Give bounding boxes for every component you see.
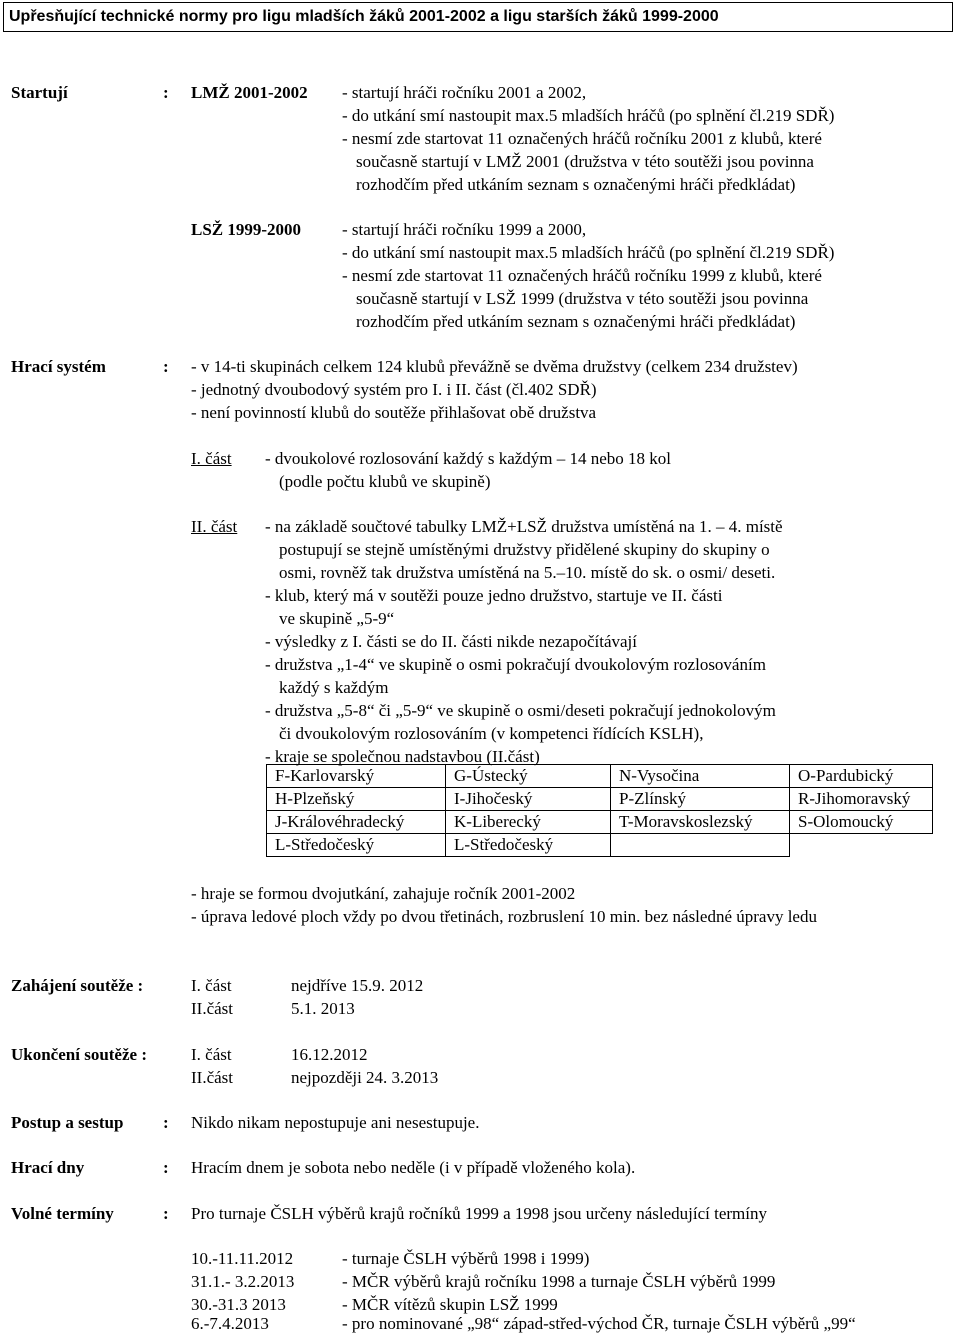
table-cell: S-Olomoucký: [790, 811, 933, 834]
table-cell: L-Středočeský: [446, 834, 611, 857]
table-cell: L-Středočeský: [267, 834, 446, 857]
ukonceni-value: 16.12.2012: [291, 1045, 368, 1064]
section-label-postup: Postup a sestup: [11, 1113, 124, 1132]
section-colon: :: [163, 83, 169, 102]
hraci-system-line: - v 14-ti skupinách celkem 124 klubů převážně se dvěma družstvy (celkem 234 družstev): [191, 357, 798, 376]
section-colon: :: [163, 1158, 169, 1177]
part1-line: - dvoukolové rozlosování každý s každým – 14 nebo 18 kol: [265, 449, 672, 468]
postup-text: Nikdo nikam nepostupuje ani nesestupuje.: [191, 1113, 480, 1132]
table-row: [267, 834, 933, 857]
table-row: [267, 765, 933, 788]
section-colon: :: [163, 1113, 169, 1132]
table-cell: H-Plzeňský: [267, 788, 446, 811]
table-cell-empty: [790, 834, 933, 857]
lsz-label: LSŽ 1999-2000: [191, 220, 302, 239]
section-label-startuji: Startují: [11, 83, 68, 102]
lmz-label: LMŽ 2001-2002: [191, 83, 308, 102]
table-cell: P-Zlínský: [611, 788, 790, 811]
termin-text: - MČR výběrů krajů ročníku 1998 a turnaje ČSLH výběrů 1999: [342, 1272, 776, 1291]
hraci-system-line: - hraje se formou dvojutkání, zahajuje ročník 2001-2002: [191, 884, 576, 903]
table-cell: F-Karlovarský: [267, 765, 446, 788]
lmz-lines: [342, 81, 834, 196]
termin-date: 6.-7.4.2013: [191, 1314, 269, 1333]
hraci-system-line: - jednotný dvoubodový systém pro I. i II. část (čl.402 SDŘ): [191, 380, 597, 399]
section-colon: :: [163, 357, 169, 376]
part2-line: - na základě součtové tabulky LMŽ+LSŽ družstva umístěná na 1. – 4. místě: [265, 517, 783, 536]
part2-line: či dvoukolovým rozlosováním (v kompetenci řídících KSLH),: [279, 724, 704, 743]
table-row: [267, 788, 933, 811]
lsz-line: současně startují v LSŽ 1999 (družstva v této soutěži jsou povinna: [356, 289, 809, 308]
ukonceni-value: nejpozději 24. 3.2013: [291, 1068, 439, 1087]
table-cell: [611, 834, 790, 857]
volne-terminy-text: Pro turnaje ČSLH výběrů krajů ročníků 1999 a 1998 jsou určeny následující termíny: [191, 1204, 767, 1223]
section-label-hraci-dny: Hrací dny: [11, 1158, 85, 1177]
part1-label: I. část: [191, 449, 232, 468]
part2-line: - družstva „5-8“ či „5-9“ ve skupině o osmi/deseti pokračují jednokolovým: [265, 701, 776, 720]
section-colon: :: [163, 1204, 169, 1223]
lsz-line: - nesmí zde startovat 11 označených hráčů ročníku 1999 z klubů, které: [342, 266, 822, 285]
table-cell: G-Ústecký: [446, 765, 611, 788]
lsz-line: - do utkání smí nastoupit max.5 mladších hráčů (po splnění čl.219 SDŘ): [342, 243, 835, 262]
hraci-system-after: [191, 882, 817, 928]
part2-line: - družstva „1-4“ ve skupině o osmi pokračují dvoukolovým rozlosováním: [265, 655, 766, 674]
part2-line: postupují se stejně umístěnými družstvy přidělené skupiny do skupiny o: [279, 540, 770, 559]
part2-lines: [265, 515, 783, 768]
table-cell: O-Pardubický: [790, 765, 933, 788]
hraci-dny-text: Hracím dnem je sobota nebo neděle (i v případě vloženého kola).: [191, 1158, 636, 1177]
table-cell: N-Vysočina: [611, 765, 790, 788]
zahajeni-value: nejdříve 15.9. 2012: [291, 976, 424, 995]
ukonceni-part: I. část: [191, 1045, 232, 1064]
part1-lines: [265, 447, 671, 493]
termin-text: - pro nominované „98“ západ-střed-východ ČR, turnaje ČSLH výběrů „99“: [342, 1314, 856, 1333]
part1-line: (podle počtu klubů ve skupině): [279, 472, 491, 491]
section-label-ukonceni: Ukončení soutěže :: [11, 1045, 147, 1064]
lsz-line: - startují hráči ročníku 1999 a 2000,: [342, 220, 587, 239]
part2-line: - klub, který má v soutěži pouze jedno družstvo, startuje ve II. části: [265, 586, 723, 605]
section-label-hraci-system: Hrací systém: [11, 357, 106, 376]
section-label-zahajeni: Zahájení soutěže :: [11, 976, 144, 995]
part2-line: - výsledky z I. části se do II. části nikde nezapočítávají: [265, 632, 637, 651]
hraci-system-lines: [191, 355, 798, 424]
hraci-system-line: - není povinností klubů do soutěže přihlašovat obě družstva: [191, 403, 597, 422]
table-cell: J-Královéhradecký: [267, 811, 446, 834]
zahajeni-value: 5.1. 2013: [291, 999, 355, 1018]
table-cell: T-Moravskoslezský: [611, 811, 790, 834]
table-cell: I-Jihočeský: [446, 788, 611, 811]
termin-text: - turnaje ČSLH výběrů 1998 i 1999): [342, 1249, 590, 1268]
part2-label: II. část: [191, 517, 238, 536]
termin-date: 10.-11.11.2012: [191, 1249, 294, 1268]
zahajeni-part: I. část: [191, 976, 232, 995]
lsz-lines: [342, 218, 834, 333]
hraci-system-line: - úprava ledové ploch vždy po dvou třetinách, rozbruslení 10 min. bez následné úpravy ledu: [191, 907, 817, 926]
page-title: Upřesňující technické normy pro ligu mladších žáků 2001-2002 a ligu starších žáků 1999-2000: [3, 2, 953, 32]
table-cell: K-Liberecký: [446, 811, 611, 834]
zahajeni-part: II.část: [191, 999, 234, 1018]
termin-date: 31.1.- 3.2.2013: [191, 1272, 295, 1291]
part2-line: - kraje se společnou nadstavbou (II.část): [265, 747, 540, 766]
lmz-line: rozhodčím před utkáním seznam s označenými hráči předkládat): [356, 175, 796, 194]
ukonceni-part: II.část: [191, 1068, 234, 1087]
part2-line: každý s každým: [279, 678, 389, 697]
part2-line: osmi, rovněž tak družstva umístěná na 5.–10. místě do sk. o osmi/ deseti.: [279, 563, 776, 582]
lmz-line: - do utkání smí nastoupit max.5 mladších hráčů (po splnění čl.219 SDŘ): [342, 106, 835, 125]
lmz-line: - nesmí zde startovat 11 označených hráčů ročníku 2001 z klubů, které: [342, 129, 822, 148]
termin-text: - MČR vítězů skupin LSŽ 1999: [342, 1295, 558, 1314]
section-label-volne-terminy: Volné termíny: [11, 1204, 114, 1223]
lsz-line: rozhodčím před utkáním seznam s označenými hráči předkládat): [356, 312, 796, 331]
table-cell: R-Jihomoravský: [790, 788, 933, 811]
table-row: [267, 811, 933, 834]
kraje-table: [266, 764, 933, 857]
termin-date: 30.-31.3 2013: [191, 1295, 286, 1314]
part2-line: ve skupině „5-9“: [279, 609, 395, 628]
lmz-line: - startují hráči ročníku 2001 a 2002,: [342, 83, 587, 102]
lmz-line: současně startují v LMŽ 2001 (družstva v této soutěži jsou povinna: [356, 152, 814, 171]
